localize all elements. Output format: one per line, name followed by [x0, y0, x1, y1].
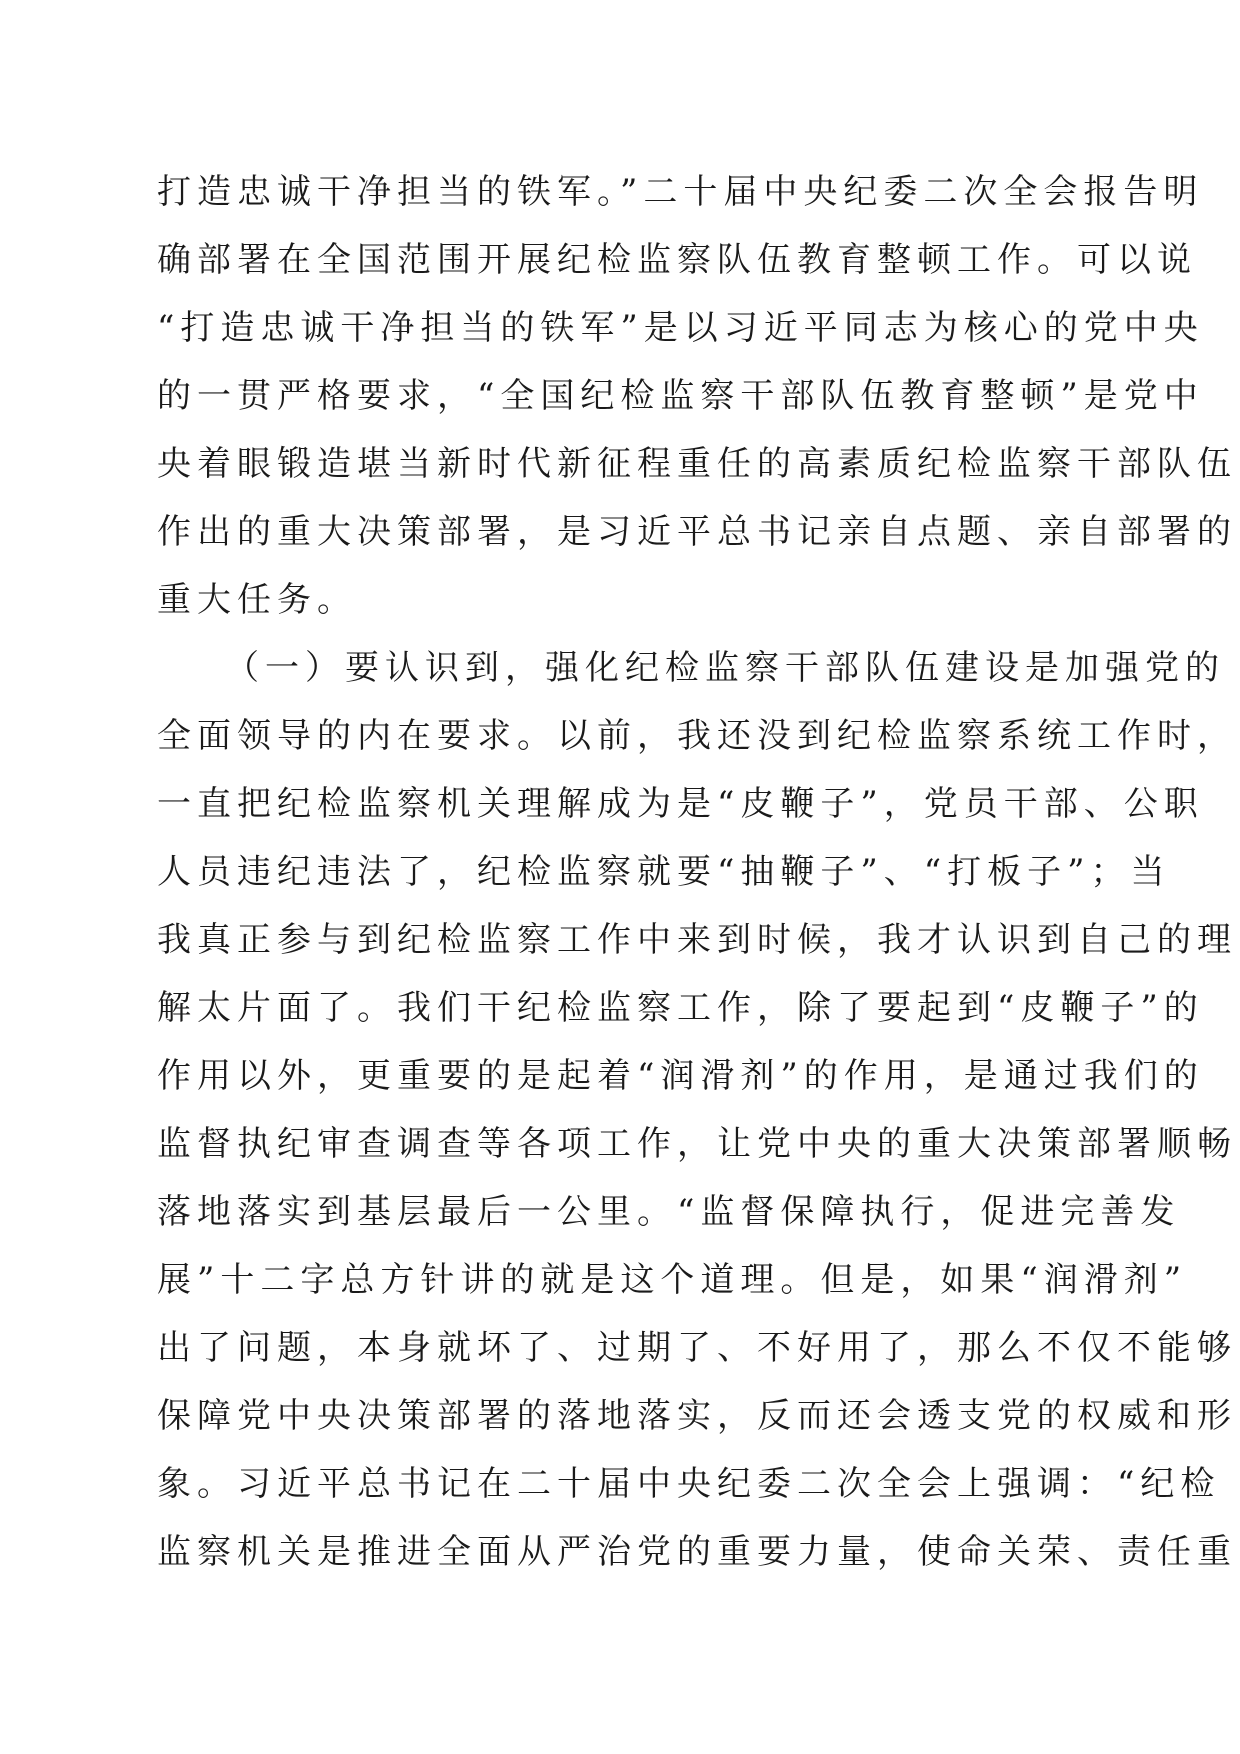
text-line: 作出的重大决策部署，是习近平总书记亲自点题、亲自部署的	[157, 512, 1237, 552]
text-line: “打造忠诚干净担当的铁军”是以习近平同志为核心的党中央	[157, 308, 1204, 348]
text-line: 全面领导的内在要求。以前，我还没到纪检监察系统工作时，	[157, 716, 1237, 756]
text-line: 确部署在全国范围开展纪检监察队伍教育整顿工作。可以说	[157, 240, 1197, 280]
text-line: 人员违纪违法了，纪检监察就要“抽鞭子”、“打板子”；当	[157, 852, 1171, 892]
section-heading-line: （一）要认识到，强化纪检监察干部队伍建设是加强党的	[225, 648, 1225, 688]
text-line: 展”十二字总方针讲的就是这个道理。但是，如果“润滑剂”	[157, 1260, 1188, 1300]
text-line: 出了问题，本身就坏了、过期了、不好用了，那么不仅不能够	[157, 1328, 1237, 1368]
text-line: 保障党中央决策部署的落地落实，反而还会透支党的权威和形	[157, 1396, 1237, 1436]
text-line: 落地落实到基层最后一公里。“监督保障执行，促进完善发	[157, 1192, 1181, 1232]
text-line: 监督执纪审查调查等各项工作，让党中央的重大决策部署顺畅	[157, 1124, 1237, 1164]
text-line: 一直把纪检监察机关理解成为是“皮鞭子”，党员干部、公职	[157, 784, 1204, 824]
text-line: 监察机关是推进全面从严治党的重要力量，使命关荣、责任重	[157, 1532, 1237, 1572]
text-line: 重大任务。	[157, 580, 357, 620]
text-line: 我真正参与到纪检监察工作中来到时候，我才认识到自己的理	[157, 920, 1237, 960]
text-line: 象。习近平总书记在二十届中央纪委二次全会上强调：“纪检	[157, 1464, 1221, 1504]
body-text	[157, 158, 1237, 1586]
text-line: 央着眼锻造堪当新时代新征程重任的高素质纪检监察干部队伍	[157, 444, 1237, 484]
text-line: 解太片面了。我们干纪检监察工作，除了要起到“皮鞭子”的	[157, 988, 1204, 1028]
text-line: 的一贯严格要求，“全国纪检监察干部队伍教育整顿”是党中	[157, 376, 1204, 416]
text-line: 作用以外，更重要的是起着“润滑剂”的作用，是通过我们的	[157, 1056, 1204, 1096]
text-line: 打造忠诚干净担当的铁军。”二十届中央纪委二次全会报告明	[157, 172, 1204, 212]
